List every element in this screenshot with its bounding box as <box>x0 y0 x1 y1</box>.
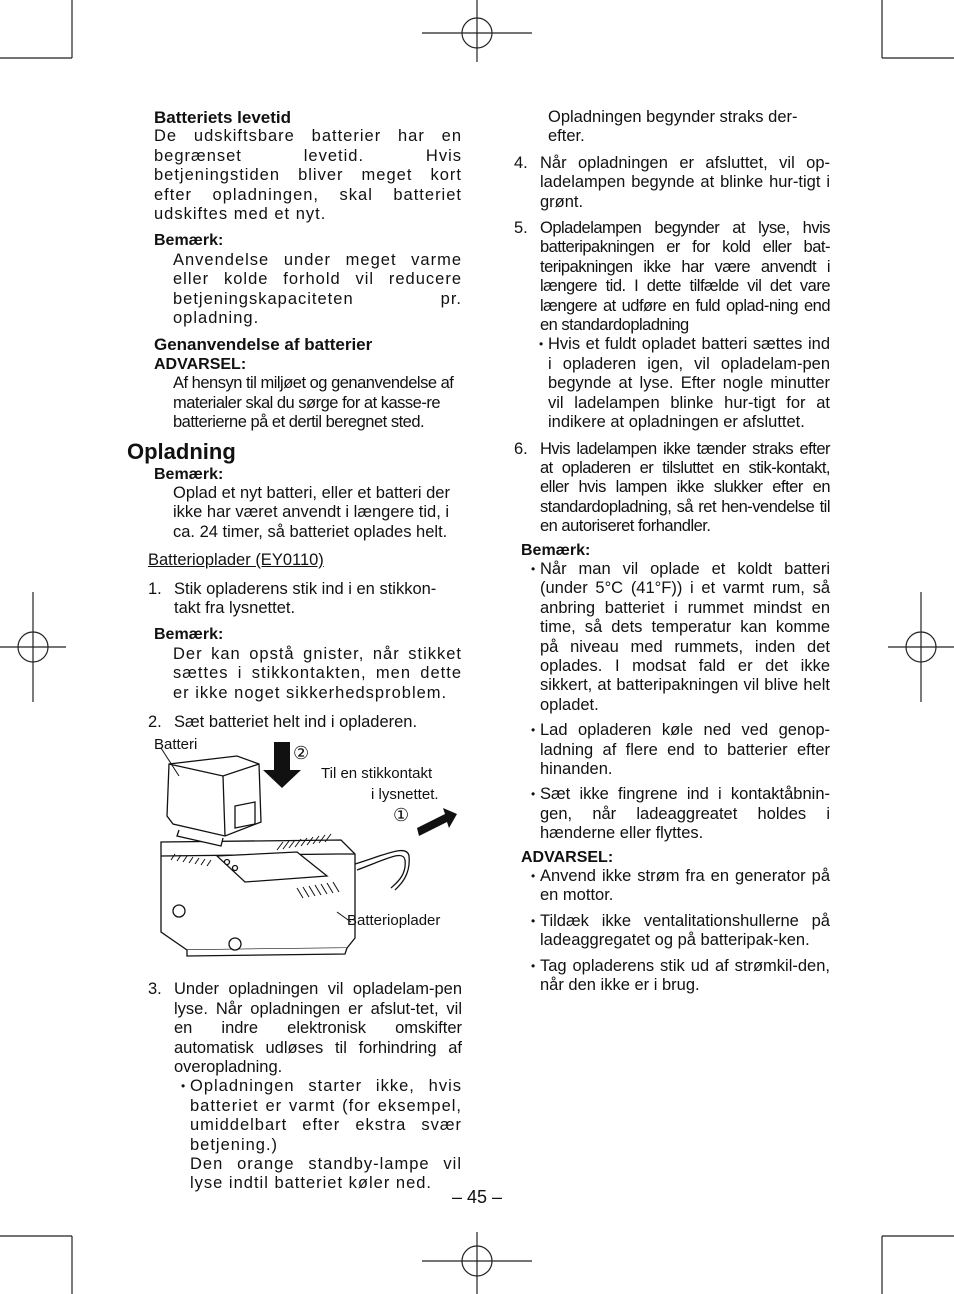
bullet-item: • Når man vil oplade et koldt batteri (under 5°C (41°F)) i et varmt rum, så anbring batteriet i rummet mindst en time, så dets temperatur kan komme på niveau med rummets, inden det oplades. I modsat fald er det ikke sikkert, at batteripakningen vil blive helt opladet. <box>532 560 830 715</box>
step-text: Under opladningen vil opladelam-pen lyse. Når opladningen er afslut-tet, vil en indre elektronisk omskifter automatisk udløses til forhindring af overopladning. <box>174 980 462 1076</box>
step-3 <box>148 980 462 1077</box>
heading-recycling: Genanvendelse af batterier <box>154 335 373 355</box>
callout-2: ② <box>293 743 310 764</box>
continued-text: Opladningen begynder straks der-efter. <box>548 108 798 146</box>
note-label: Bemærk: <box>154 465 224 483</box>
step-number: 5. <box>514 219 528 238</box>
right-column <box>514 108 830 995</box>
warning-bullets <box>532 867 830 995</box>
step-text: Når opladningen er afsluttet, vil op-ladelampen begynde at blinke hur-tigt i grønt. <box>540 153 830 211</box>
step-number: 1. <box>148 579 162 598</box>
bullet-item: • Lad opladeren køle ned ved genop-ladning af flere end to batterier efter hinanden. <box>532 721 830 779</box>
warning-label: ADVARSEL: <box>521 848 614 866</box>
step-number: 4. <box>514 153 528 172</box>
note-label: Bemærk: <box>521 541 591 559</box>
section-title-charging: Opladning <box>127 438 236 464</box>
callout-1: ① <box>393 805 410 826</box>
warning-label: ADVARSEL: <box>154 355 247 373</box>
step-3-bullets <box>182 1077 462 1193</box>
label-outlet-line1: Til en stikkontakt <box>321 765 433 783</box>
label-charger: Batterioplader <box>347 912 441 930</box>
battery-life-text: De udskiftsbare batterier har en begrænset levetid. Hvis betjeningstiden bliver meget kort efter opladningen, skal batteriet udskiftes med et nyt. <box>154 127 462 224</box>
step-5 <box>514 219 830 335</box>
bullet-item: • Hvis et fuldt opladet batteri sættes ind i opladeren igen, vil opladelam-pen begynde at lyse. Efter nogle minutter vil ladelampen blinke hur-tigt for at indikere at opladningen er afsluttet. <box>540 335 830 432</box>
charger-model-link: Batterioplader (EY0110) <box>148 551 324 570</box>
step-number: 6. <box>514 439 528 458</box>
warning-text: Af hensyn til miljøet og genanvendelse af materialer skal du sørge for at kasse-re batterierne på et dertil beregnet sted. <box>173 374 454 432</box>
step-number: 2. <box>148 712 162 731</box>
bullet-item: • Opladningen starter ikke, hvis batteriet er varmt (for eksempel, umiddelbart efter ekstra svær betjening.) <box>182 1077 462 1155</box>
step-text: Opladelampen begynder at lyse, hvis batteripakningen er for kold eller bat-teripakningen ikke har være anvendt i længere tid. I dette tilfælde vil det vare længere at udføre en fuld oplad-ning end en standardopladning <box>540 219 830 335</box>
note-text: Der kan opstå gnister, når stikket sættes i stikkontakten, men dette er ikke noget sikkerhedsproblem. <box>173 644 462 702</box>
step-6 <box>514 440 830 537</box>
label-battery: Batteri <box>154 736 198 754</box>
left-column <box>127 108 462 1194</box>
charger-illustration <box>127 736 462 974</box>
step-text: Hvis ladelampen ikke tænder straks efter at opladeren er tilsluttet en stik-kontakt, eller hvis lampen ikke slukker efter en standardopladning, så ret hen-vendelse til en autoriseret forhandler. <box>540 439 830 536</box>
bullet-extra: Den orange standby-lampe vil lyse indtil batteriet køler ned. <box>190 1155 462 1193</box>
step-2 <box>148 713 462 732</box>
step-1 <box>148 580 462 619</box>
note-label: Bemærk: <box>154 232 224 250</box>
note-label: Bemærk: <box>154 626 224 644</box>
step-number: 3. <box>148 980 162 999</box>
bullet-item: • Anvend ikke strøm fra en generator på en mottor. <box>532 867 830 906</box>
bullet-item: • Tag opladerens stik ud af strømkil-den, når den ikke er i brug. <box>532 957 830 996</box>
bullet-item: • Sæt ikke fingrene ind i kontaktåbnin-gen, når ladeaggreatet holdes i hænderne eller flyttes. <box>532 785 830 843</box>
step-4 <box>514 154 830 212</box>
page-number: – 45 – <box>451 1187 503 1207</box>
note-text: Anvendelse under meget varme eller kolde forhold vil reducere betjeningskapaciteten pr. opladning. <box>173 250 462 328</box>
label-outlet-line2: i lysnettet. <box>371 786 439 804</box>
note-bullets <box>532 560 830 844</box>
step-text: Sæt batteriet helt ind i opladeren. <box>174 712 418 731</box>
step-text: Stik opladerens stik ind i en stikkon-takt fra lysnettet. <box>174 579 437 617</box>
heading-battery-life: Batteriets levetid <box>154 108 291 127</box>
note-text: Oplad et nyt batteri, eller et batteri der ikke har været anvendt i længere tid, i ca. 24 timer, så batteriet oplades helt. <box>173 483 450 541</box>
bullet-item: • Tildæk ikke ventalitationshullerne på ladeaggregatet og på batteripak-ken. <box>532 912 830 951</box>
